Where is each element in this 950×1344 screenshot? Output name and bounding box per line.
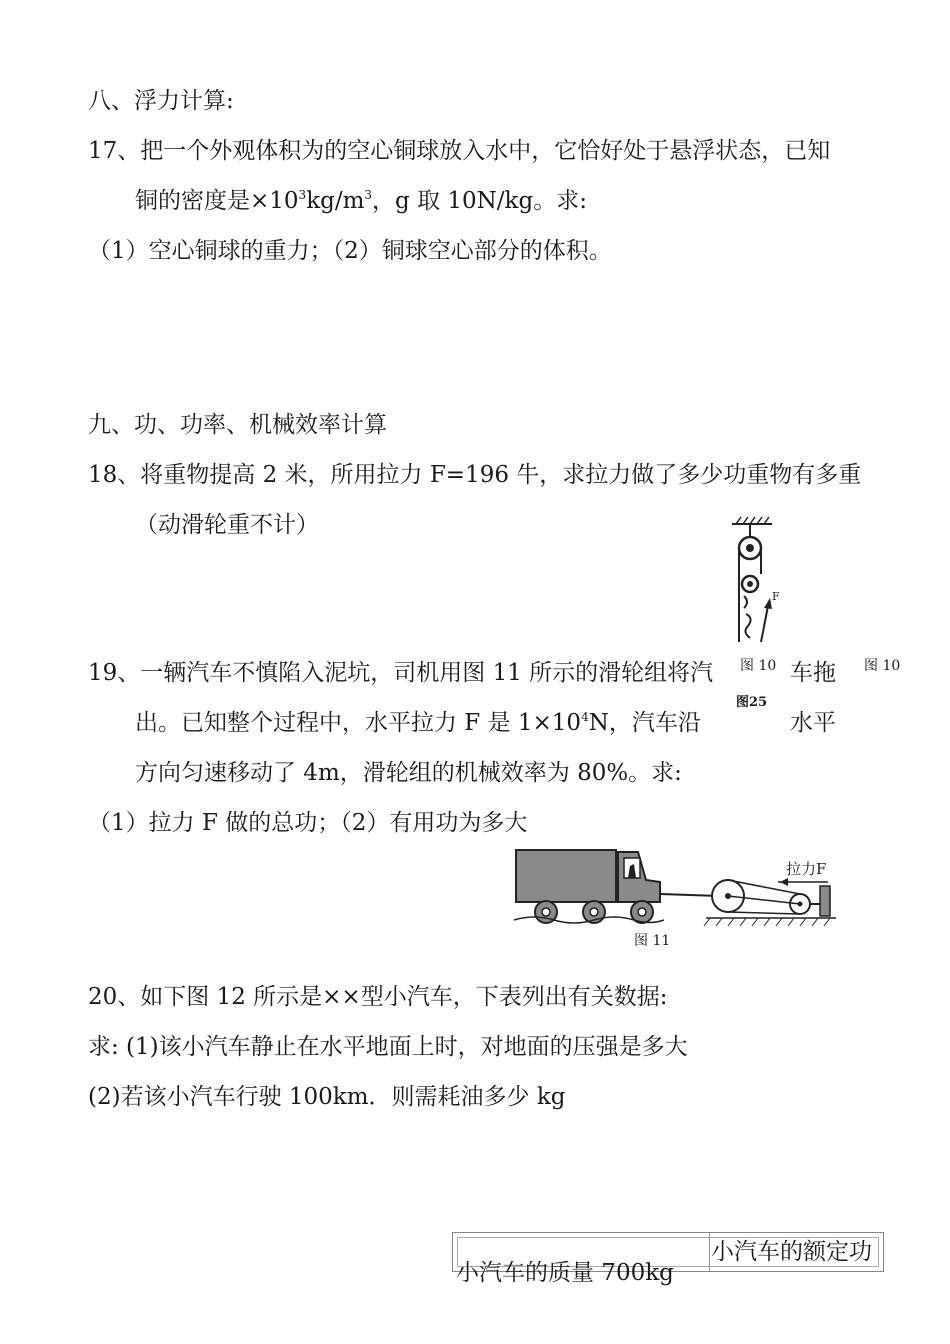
car-data-table-divider [709,1233,710,1271]
figure-10-caption-duplicate: 图 10 [864,658,901,674]
section-heading-buoyancy: 八、浮力计算: [88,88,234,114]
figure-10-force-label: F [772,590,780,603]
figure-11-truck-pulley [510,846,840,934]
q19-line-3: 方向匀速移动了 4m，滑轮组的机械效率为 80%。求: [135,760,682,786]
q19-line-2-tail: 水平 [790,710,836,736]
q19-line-4: （1）拉力 F 做的总功；（2）有用功为多大 [88,810,528,836]
q17-line-3: （1）空心铜球的重力；（2）铜球空心部分的体积。 [88,238,612,264]
q20-line-3: (2)若该小汽车行驶 100km．则需耗油多少 kg [88,1084,566,1110]
q18-line-1: 18、将重物提高 2 米，所用拉力 F=196 牛，求拉力做了多少功重物有多重 [88,462,862,488]
table-cell-car-mass: 小汽车的质量 700kg [456,1260,674,1286]
q20-line-2: 求: (1)该小汽车静止在水平地面上时，对地面的压强是多大 [88,1034,688,1060]
q20-line-1: 20、如下图 12 所示是××型小汽车，下表列出有关数据: [88,984,668,1010]
q17-line-2: 铜的密度是$\times 10^3kg/m^3$，g 取 10N/kg。求: [135,188,587,214]
section-heading-work-power: 九、功、功率、机械效率计算 [88,412,387,438]
q17-line-1: 17、把一个外观体积为的空心铜球放入水中，它恰好处于悬浮状态，已知 [88,138,831,164]
q19-line-1: 19、一辆汽车不慎陷入泥坑，司机用图 11 所示的滑轮组将汽 [88,660,714,686]
figure-11-force-label: 拉力F [786,860,827,878]
q18-line-2: （动滑轮重不计） [135,512,319,538]
figure-10-caption: 图 10 [740,658,777,674]
q19-line-2: 出。已知整个过程中，水平拉力 F 是 $1\times 10^4N$，汽车沿 [135,710,701,736]
q19-line-1-tail: 车拖 [790,660,836,686]
figure-11-caption: 图 11 [634,933,671,949]
table-cell-rated-power: 小汽车的额定功 [711,1239,872,1265]
figure-10-pulley [726,514,786,652]
figure-25-caption: 图25 [736,695,768,710]
